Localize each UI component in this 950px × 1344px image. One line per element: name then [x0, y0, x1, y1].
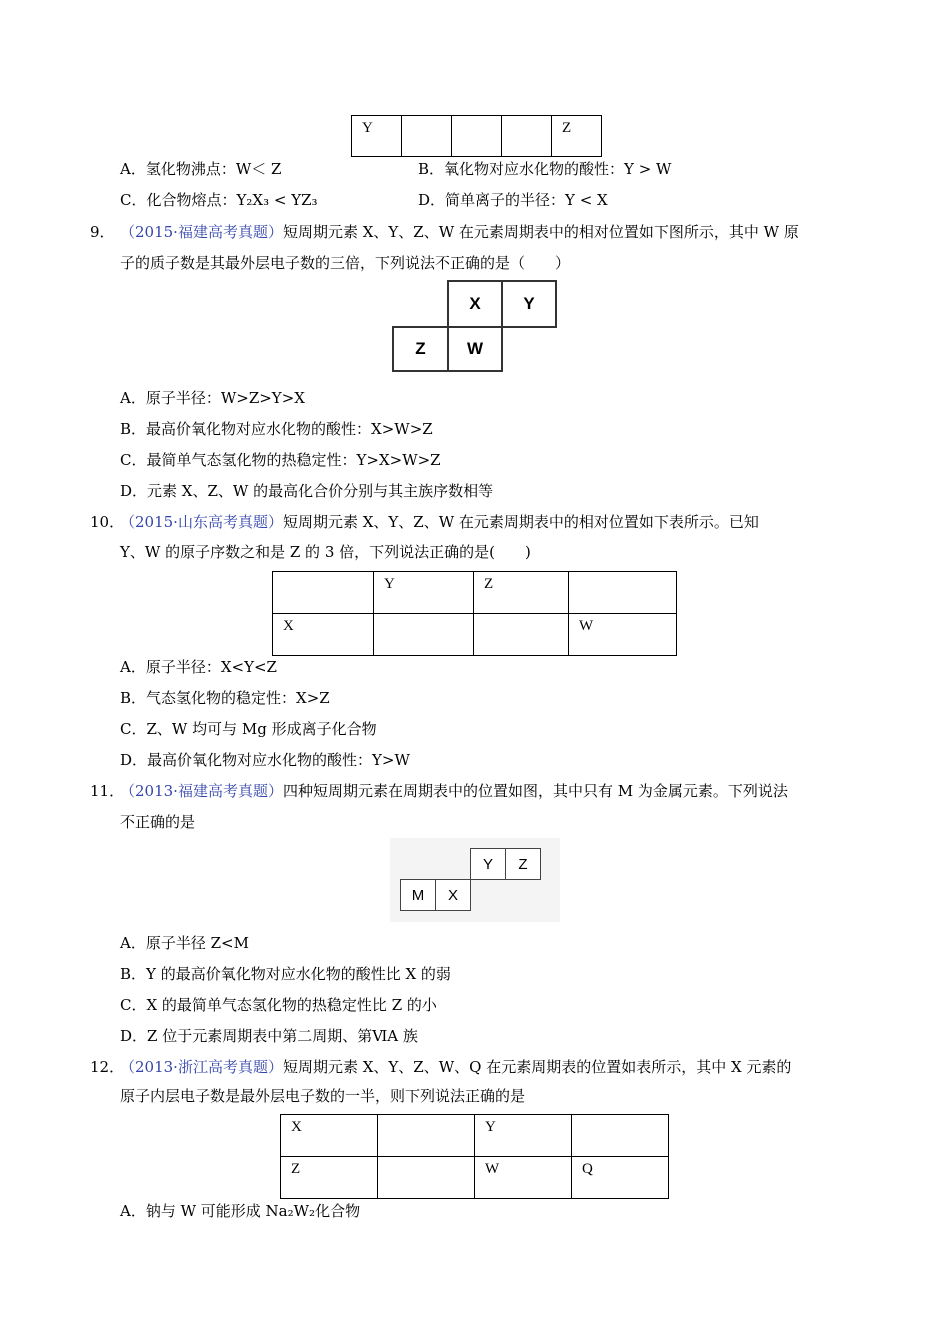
- q10-cell: W: [569, 614, 677, 656]
- q8-cell: [402, 116, 452, 157]
- q9-option: A．原子半径：W>Z>Y>X: [120, 389, 305, 407]
- q11-option: D．Z 位于元素周期表中第二周期、第ⅥA 族: [120, 1027, 418, 1045]
- q11-cell-x: X: [435, 879, 471, 911]
- q12-cell: [572, 1115, 669, 1157]
- q12-stem-line1: [120, 1057, 791, 1077]
- q9-stem-line2: 子的质子数是其最外层电子数的三倍，下列说法不正确的是（ ）: [120, 254, 571, 272]
- q10-cell: Y: [374, 572, 474, 614]
- q10-option: B．气态氢化物的稳定性：X>Z: [120, 689, 330, 707]
- q11-option: A．原子半径 Z<M: [120, 934, 249, 952]
- q11-source: （2013·福建高考真题）: [120, 782, 283, 800]
- q10-cell: [569, 572, 677, 614]
- q9-option: D．元素 X、Z、W 的最高化合价分别与其主族序数相等: [120, 482, 494, 500]
- q9-stem1: 短周期元素 X、Y、Z、W 在元素周期表中的相对位置如下图所示，其中 W 原: [282, 223, 799, 241]
- q12-number: 12．: [90, 1058, 125, 1076]
- q10-cell: [474, 614, 569, 656]
- q9-option: C．最简单气态氢化物的热稳定性：Y>X>W>Z: [120, 451, 441, 469]
- q12-cell: Q: [572, 1157, 669, 1199]
- q8-cell: Y: [352, 116, 402, 157]
- q10-option: A．原子半径：X<Y<Z: [120, 658, 277, 676]
- q10-cell: Z: [474, 572, 569, 614]
- q8-table: [351, 115, 602, 157]
- q9-number: 9．: [90, 223, 115, 241]
- q12-source: （2013·浙江高考真题）: [120, 1058, 283, 1076]
- q11-cell-y: Y: [470, 848, 506, 880]
- q8-cell: [502, 116, 552, 157]
- q9-cell-z: Z: [392, 326, 449, 372]
- q9-option: B．最高价氧化物对应水化物的酸性：X>W>Z: [120, 420, 433, 438]
- q8-option-b: B．氧化物对应水化物的酸性：Y > W: [418, 160, 672, 178]
- q9-cell-w: W: [447, 326, 503, 372]
- q12-stem1: 短周期元素 X、Y、Z、W、Q 在元素周期表的位置如表所示，其中 X 元素的: [282, 1058, 792, 1076]
- q12-cell: [378, 1157, 475, 1199]
- q10-stem1: 短周期元素 X、Y、Z、W 在元素周期表中的相对位置如下表所示。已知: [282, 513, 759, 531]
- q10-stem-line1: [120, 512, 759, 532]
- q8-option-a: A．氢化物沸点：W＜ Z: [120, 160, 282, 178]
- q12-option: A．钠与 W 可能形成 Na₂W₂化合物: [120, 1202, 361, 1220]
- q12-cell: X: [281, 1115, 378, 1157]
- q12-cell: W: [475, 1157, 572, 1199]
- q10-cell: X: [273, 614, 374, 656]
- q10-cell: [374, 614, 474, 656]
- q9-cell-y: Y: [501, 280, 557, 328]
- q11-number: 11．: [90, 782, 125, 800]
- q12-cell: Z: [281, 1157, 378, 1199]
- q10-source: （2015·山东高考真题）: [120, 513, 283, 531]
- q10-number: 10．: [90, 513, 125, 531]
- q8-cell: Z: [552, 116, 602, 157]
- q11-stem1: 四种短周期元素在周期表中的位置如图，其中只有 M 为金属元素。下列说法: [282, 782, 788, 800]
- q11-stem-line2: 不正确的是: [120, 813, 196, 831]
- q10-stem-line2: Y、W 的原子序数之和是 Z 的 3 倍，下列说法正确的是( ): [120, 543, 531, 561]
- q11-cell-z: Z: [505, 848, 541, 880]
- q8-option-c: C．化合物熔点：Y₂X₃ < YZ₃: [120, 191, 318, 209]
- q11-figure: [390, 838, 560, 922]
- q10-table: [272, 571, 677, 656]
- q11-option: C．X 的最简单气态氢化物的热稳定性比 Z 的小: [120, 996, 437, 1014]
- q12-cell: Y: [475, 1115, 572, 1157]
- q9-source: （2015·福建高考真题）: [120, 223, 283, 241]
- q12-stem-line2: 原子内层电子数是最外层电子数的一半，则下列说法正确的是: [120, 1087, 526, 1105]
- q11-stem-line1: [120, 781, 788, 801]
- q11-option: B．Y 的最高价氧化物对应水化物的酸性比 X 的弱: [120, 965, 451, 983]
- q10-option: D．最高价氧化物对应水化物的酸性：Y>W: [120, 751, 410, 769]
- q9-cell-x: X: [447, 280, 503, 328]
- q12-cell: [378, 1115, 475, 1157]
- q8-option-d: D．简单离子的半径：Y < X: [418, 191, 608, 209]
- q10-option: C．Z、W 均可与 Mg 形成离子化合物: [120, 720, 377, 738]
- q9-stem-line1: [120, 222, 799, 242]
- q8-cell: [452, 116, 502, 157]
- q12-table: [280, 1114, 669, 1199]
- q10-cell: [273, 572, 374, 614]
- q11-cell-m: M: [400, 879, 436, 911]
